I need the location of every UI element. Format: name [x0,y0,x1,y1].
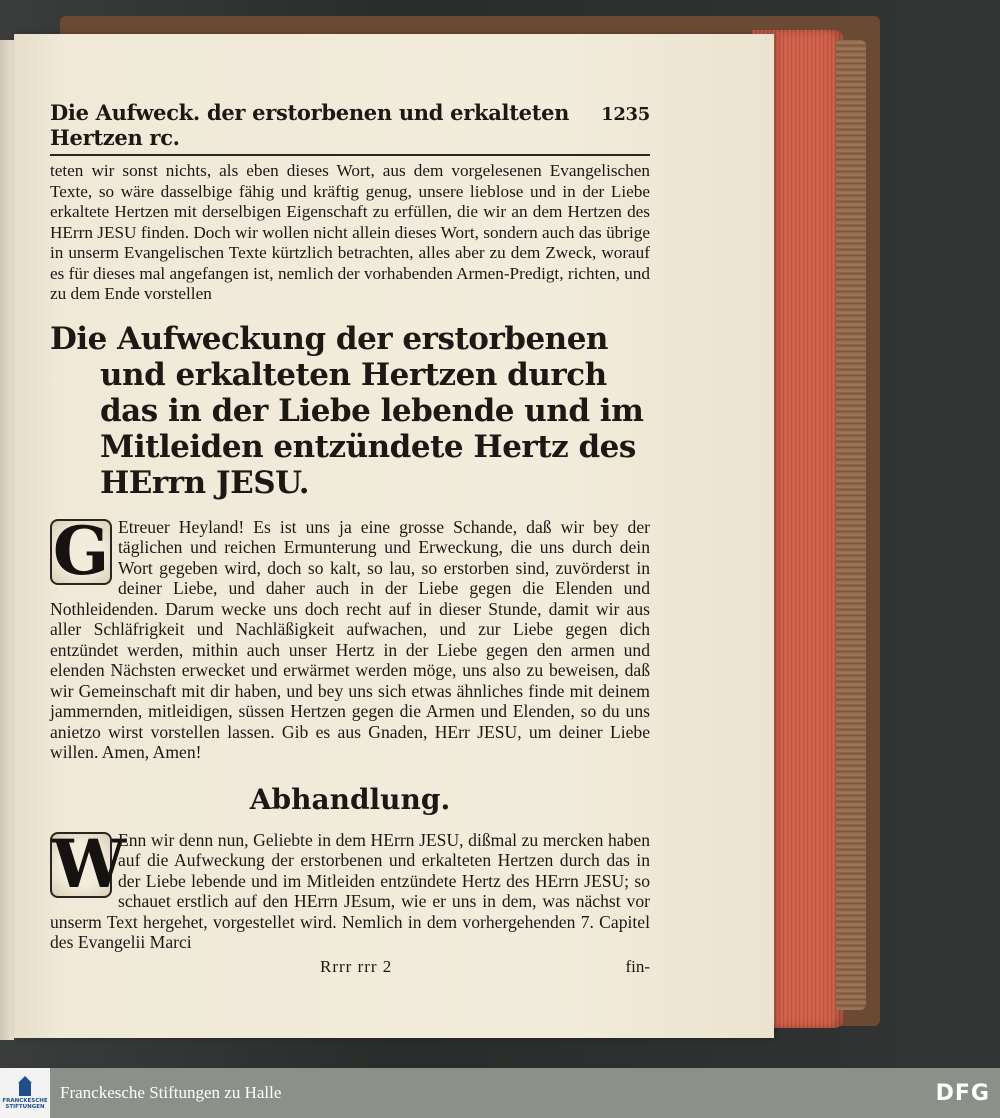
page-text-block [50,100,650,977]
treatise-paragraph: Enn wir denn nun, Geliebte in dem HErrn JESU, dißmal zu mercken haben auf die Aufweckung der erstorbenen und erkalteten Hertzen durch das in der Liebe lebende und im Mitleiden entzündete Hertz des HErrn JESU; so schauet erstlich auf den HErrn JEsum, wie er uns in dem, was nächst vor unserm Text hergehet, vorgestellet wird. Nemlich in dem vorhergehenden 7. Capitel des Evangelii Marci [50,829,650,952]
signature-line [50,957,650,977]
institution-name: Franckesche Stiftungen zu Halle [60,1083,282,1102]
dfg-logo[interactable]: DFG [935,1080,990,1106]
building-icon [16,1076,34,1098]
drop-cap-initial-w: W [52,824,127,903]
logo-text-line2: STIFTUNGEN [5,1104,45,1110]
catchword: fin- [625,956,650,976]
book-page [14,34,774,1038]
drop-cap-initial: G [50,519,112,585]
running-head: Die Aufweck. der erstorbenen und erkalteten Hertzen rc. [50,100,570,150]
intro-paragraph: teten wir sonst nichts, als eben dieses Wort, aus dem vorgelesenen Evangelischen Texte, so wäre dasselbige fähig und kräftig genug, unsere lieblose und in der Liebe erkaltete Hertzen mit derselbigen Eigenschaft zu erfüllen, die wir an dem Hertzen des HErrn JESU finden. Doch wir wollen nicht allein dieses Wort, sondern auch das übrige in unserm Evangelischen Texte kürtzlich betrachten, alles aber zu dem Zweck, worauf es für dieses mal angefangen ist, nemlich der vorhabenden Armen-Predigt, richten, und zu dem Ende vorstellen [50,161,650,303]
board-edge [836,40,866,1010]
section-heading: Abhandlung. [249,782,451,816]
page-number: 1235 [601,104,650,125]
sermon-title: Die Aufweckung der erstorbenen und erkalteten Hertzen durch das in der Liebe lebende und im Mitleiden entzündete Hertz des HErrn JESU. [50,320,644,501]
footer-bar [0,1068,1000,1118]
left-page-edge [0,40,14,1040]
running-header [50,100,650,156]
logo-text-line1: FRANCKESCHE [2,1098,48,1104]
signature-mark: Rrrr rrr 2 [320,956,393,976]
treatise-section [50,824,650,953]
prayer-paragraph: Etreuer Heyland! Es ist uns ja eine grosse Schande, daß wir bey der täglichen und reichen Ermunterung und Erweckung, die uns durch dein Wort gegeben wird, doch so kalt, so lau, so erstorben sind, zuvörderst in deiner Liebe, und daher auch in der Liebe gegen die Elenden und Nothleidenden. Darum wecke uns doch recht auf in dieser Stunde, damit wir aus aller Schläfrigkeit und Nachläßigkeit aufwachen, und zur Liebe gegen dich entzündet werden, mithin auch unser Hertz in der Liebe gegen den armen und elenden Nächsten erwecket und erwärmet werden möge, uns also zu beweisen, daß wir Gemeinschaft mit dir haben, und bey uns sich etwas ähnliches finde mit deinem jammernden, mitleidigen, süssen Hertzen gegen die Armen und Elenden, so du uns anietzo wirst vorstellen lassen. Gib es aus Gnaden, HErr JESU, um deiner Liebe willen. Amen, Amen! [50,516,650,762]
franckesche-logo[interactable] [0,1068,50,1118]
prayer-section [50,511,650,763]
